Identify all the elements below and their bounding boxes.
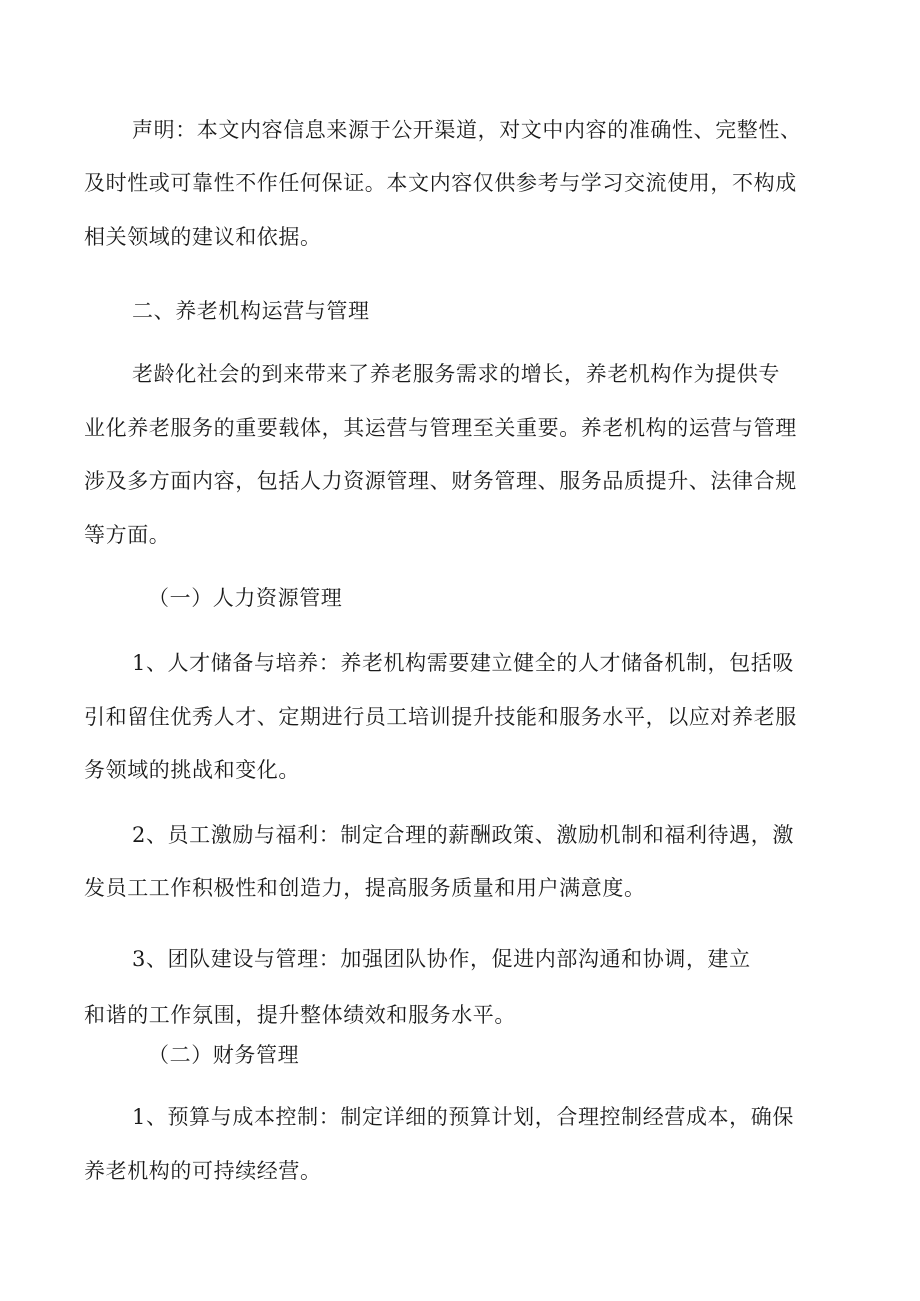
disclaimer-line-2: 及时性或可靠性不作任何保证。本文内容仅供参考与学习交流使用，不构成 — [84, 171, 797, 195]
subsection-2-heading: （二）财务管理 — [148, 1043, 300, 1067]
subsection-1-heading: （一）人力资源管理 — [148, 586, 343, 610]
finance-item-1-line-2: 养老机构的可持续经营。 — [84, 1159, 322, 1183]
section-heading: 二、养老机构运营与管理 — [132, 299, 370, 323]
hr-item-2-line-1: 2、员工激励与福利：制定合理的薪酬政策、激励机制和福利待遇，激 — [132, 823, 794, 847]
finance-item-1-line-1: 1、预算与成本控制：制定详细的预算计划，合理控制经营成本，确保 — [132, 1105, 794, 1129]
disclaimer-line-3: 相关领域的建议和依据。 — [84, 225, 322, 249]
hr-item-3-line-1: 3、团队建设与管理：加强团队协作，促进内部沟通和协调，建立 — [132, 947, 751, 971]
hr-item-3-line-2: 和谐的工作氛围，提升整体绩效和服务水平。 — [84, 1003, 516, 1027]
intro-line-2: 业化养老服务的重要载体，其运营与管理至关重要。养老机构的运营与管理 — [84, 416, 797, 440]
hr-item-1-line-2: 引和留住优秀人才、定期进行员工培训提升技能和服务水平，以应对养老服 — [84, 705, 797, 729]
disclaimer-line-1: 声明：本文内容信息来源于公开渠道，对文中内容的准确性、完整性、 — [132, 118, 802, 142]
intro-line-3: 涉及多方面内容，包括人力资源管理、财务管理、服务品质提升、法律合规 — [84, 469, 797, 493]
intro-line-1: 老龄化社会的到来带来了养老服务需求的增长，养老机构作为提供专 — [132, 362, 780, 386]
hr-item-2-line-2: 发员工工作积极性和创造力，提高服务质量和用户满意度。 — [84, 876, 646, 900]
hr-item-1-line-1: 1、人才储备与培养：养老机构需要建立健全的人才储备机制，包括吸 — [132, 651, 794, 675]
intro-line-4: 等方面。 — [84, 523, 171, 547]
hr-item-1-line-3: 务领域的挑战和变化。 — [84, 758, 300, 782]
